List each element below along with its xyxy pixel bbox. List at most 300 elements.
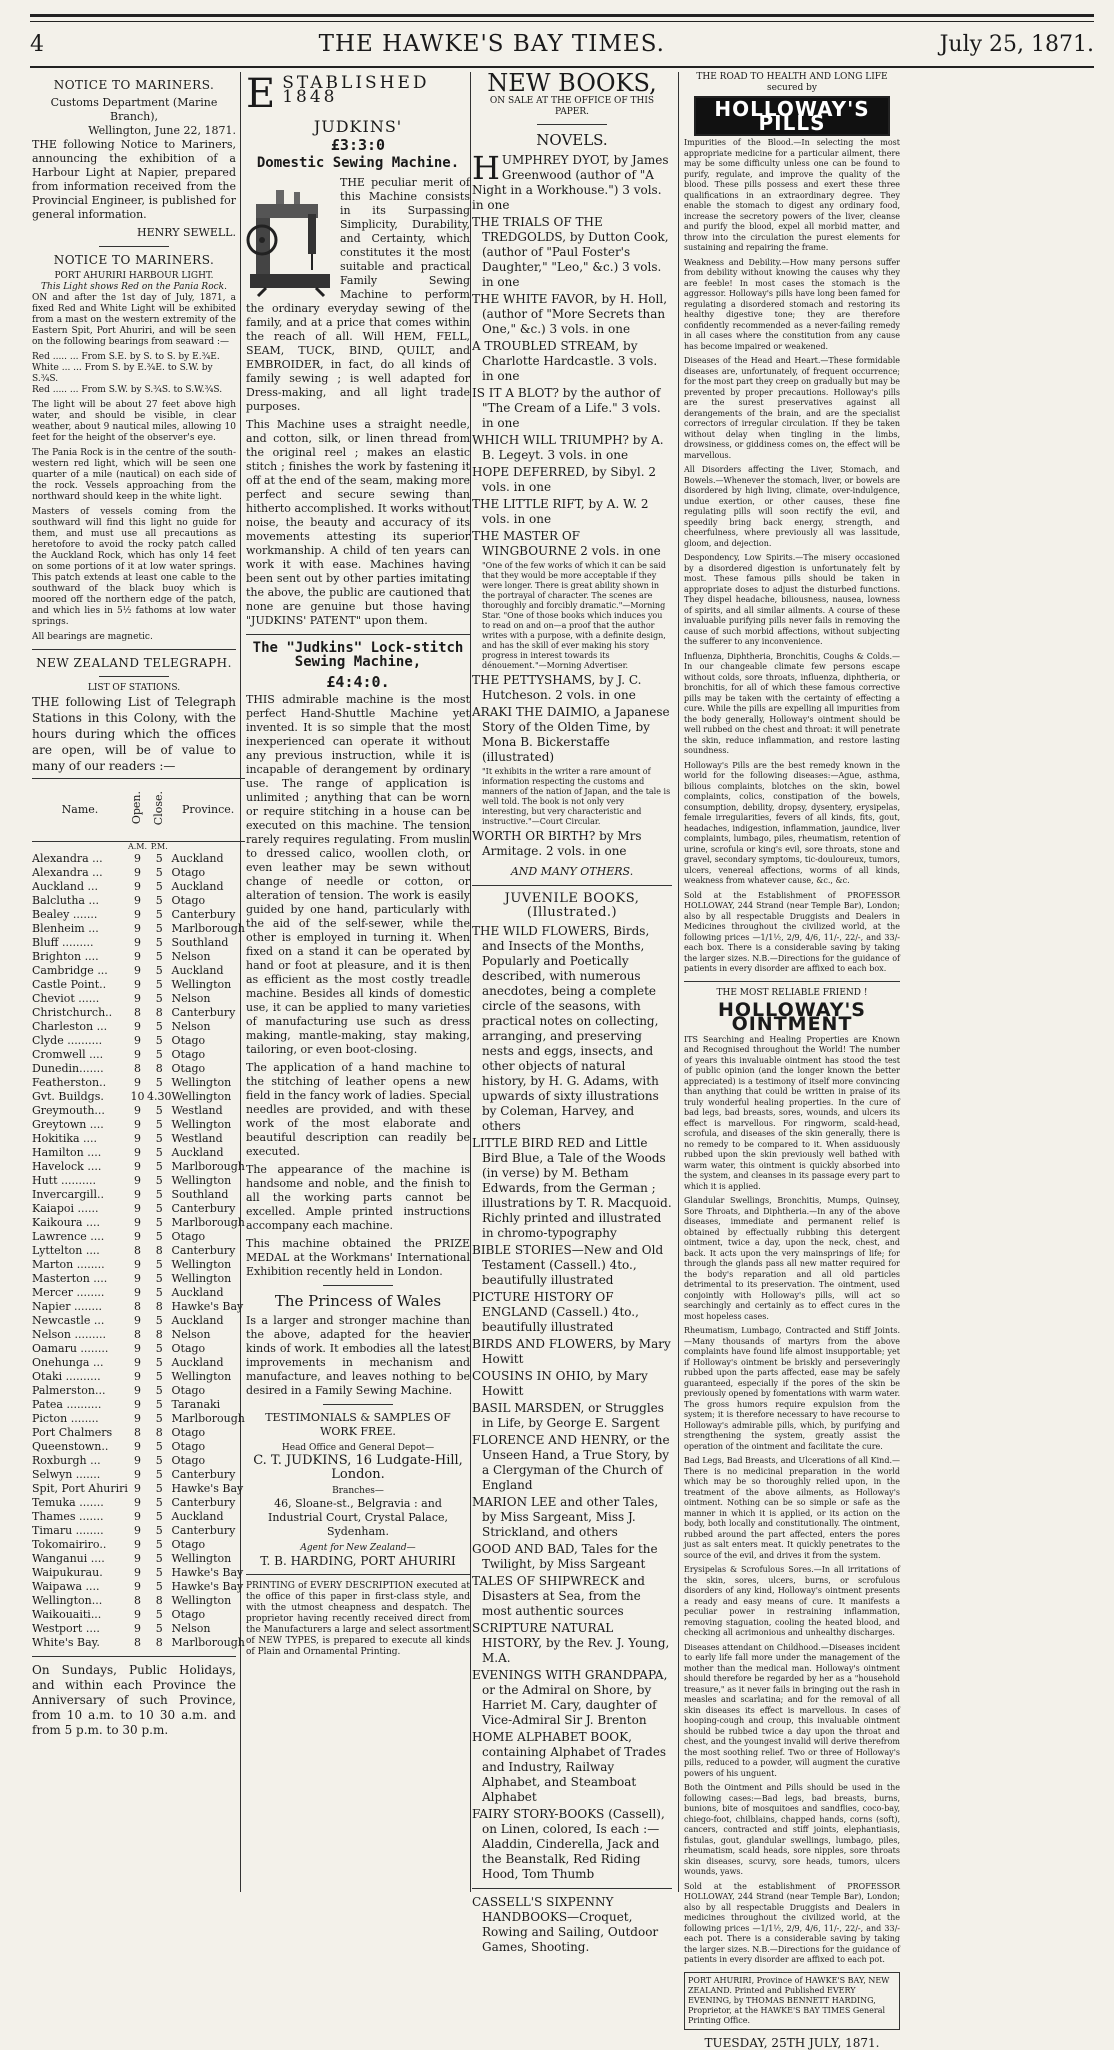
station-name: Charleston ... (32, 1020, 108, 1033)
paper-date: July 25, 1871. (939, 31, 1094, 57)
station-open: 9 (133, 1496, 141, 1509)
station-close: 5 (155, 1510, 163, 1523)
station-row (32, 1384, 245, 1398)
station-province: Otago (171, 894, 206, 907)
station-province: Canterbury (171, 908, 236, 921)
station-row (32, 1510, 245, 1524)
station-name: Brighton .... (32, 950, 99, 963)
station-close: 8 (155, 1636, 163, 1649)
book-title: UMPHREY DYOT, by James Greenwood (author of "A Night in a Workhouse.") 3 vols. in one (472, 153, 669, 212)
station-close: 5 (155, 1608, 163, 1621)
station-close: 5 (155, 1160, 163, 1173)
bearing: White ... ... From S. by E.¾E. to S.W. by S.¾S. (32, 363, 213, 384)
station-close: 5 (155, 1034, 163, 1047)
notice-subheading: PORT AHURIRI HARBOUR LIGHT. (54, 271, 214, 281)
ointment-paragraph: Erysipelas & Scrofulous Sores.—In all irritations of the skin, sores, ulcers, burns, or scrofulous disorders of any kind, Holloway's ointment presents a ready and easy means of cure. It manifests a peculiar power in restraining inflammation, removing staguation, cooling the heated blood, and checking all acrimonious and unhealthy discharges. (684, 1565, 900, 1637)
station-row (32, 1188, 245, 1202)
station-close: 4.30 (147, 1090, 172, 1103)
station-province: Marlborough (171, 922, 245, 935)
station-row (32, 1608, 245, 1622)
juvenile-item: HOME ALPHABET BOOK, containing Alphabet of Trades and Industry, Railway Alphabet, and Steamboat Alphabet (472, 1730, 667, 1804)
juvenile-item: EVENINGS WITH GRANDPAPA, or the Admiral on Shore, by Harriet M. Cary, daughter of Vice-Admiral Sir J. Brenton (472, 1668, 668, 1727)
station-row (32, 1090, 245, 1104)
station-row (32, 1580, 245, 1594)
stations-intro: THE following List of Telegraph Stations in this Colony, with the hours during which the offices are open, will be of value to many of our readers :— (32, 695, 236, 773)
station-province: Otago (171, 1608, 206, 1621)
juvenile-item: PICTURE HISTORY OF ENGLAND (Cassell.) 4to., beautifully illustrated (472, 1290, 639, 1334)
station-province: Wellington (171, 1090, 232, 1103)
col-header-province: Province. (172, 779, 245, 842)
station-name: Mercer ........ (32, 1286, 105, 1299)
station-close: 8 (155, 1328, 163, 1341)
bearing: Red ..... ... From S.E. by S. to S. by E.¾E. (32, 352, 220, 362)
masthead-rule (30, 66, 1094, 68)
new-books-heading: NEW BOOKS, (487, 69, 657, 97)
station-name: Onehunga ... (32, 1356, 104, 1369)
station-row (32, 908, 245, 922)
station-row (32, 1202, 245, 1216)
station-open: 9 (133, 1370, 141, 1383)
pills-paragraph: Weakness and Debility.—How many persons suffer from debility without knowing the causes why they are feeble! In most cases the stomach is the aggressor. Holloway's pills have long been famed for regulating a disordered stomach and restoring its healthy digestive tone; they are therefore confidently recommended as a never-failing remedy in all cases where the constitution from any cause has become impaired or weakened. (684, 257, 900, 351)
book-item: THE LITTLE RIFT, by A. W. 2 vols. in one (472, 497, 649, 526)
book-item: WORTH OR BIRTH? by Mrs Armitage. 2 vols. in one (472, 829, 642, 858)
station-close: 5 (155, 1216, 163, 1229)
established-line (246, 71, 470, 117)
station-province: Canterbury (171, 1006, 236, 1019)
station-row (32, 1440, 245, 1454)
masthead (30, 24, 1094, 64)
station-close: 5 (155, 1412, 163, 1425)
station-row (32, 1132, 245, 1146)
divider (537, 124, 607, 125)
station-name: Castle Point.. (32, 978, 107, 991)
column-sewing-machine (246, 72, 470, 1892)
station-open: 8 (133, 1062, 141, 1075)
station-province: Auckland (171, 1286, 224, 1299)
station-province: Nelson (171, 1328, 211, 1341)
station-open: 9 (133, 936, 141, 949)
station-name: Oamaru ........ (32, 1342, 109, 1355)
station-province: Wellington (171, 1258, 232, 1271)
station-open: 8 (133, 1426, 141, 1439)
station-name: Westport .... (32, 1622, 100, 1635)
juvenile-item: MARION LEE and other Tales, by Miss Sargeant, Miss J. Strickland, and others (472, 1495, 659, 1539)
pills-paragraph: Holloway's Pills are the best remedy known in the world for the following diseases:—Ague, asthma, bilious complaints, blotches on the skin, bowel complaints, colics, constipation of the bowels, consumption, debility, dropsy, dysentery, erysipelas, female irregularities, fevers of all kinds, fits, gout, headaches, indigestion, inflammation, jaundice, liver complaints, lumbago, piles, rheumatism, retention of urine, scrofula or king's evil, sore throats, stone and gravel, secondary symptoms, tic-douloureux, tumors, ulcers, venereal affections, worms of all kinds, weakness from whatever cause, &c., &c. (684, 760, 900, 885)
station-row (32, 1174, 245, 1188)
divider (323, 1404, 393, 1405)
station-name: Timaru ........ (32, 1524, 104, 1537)
station-open: 9 (133, 880, 141, 893)
station-name: Balclutha ... (32, 894, 99, 907)
station-close: 5 (155, 1440, 163, 1453)
station-province: Otago (171, 1440, 206, 1453)
established-cap: E (246, 71, 279, 117)
station-name: Patea .......... (32, 1398, 102, 1411)
station-row (32, 866, 245, 880)
divider (323, 1285, 393, 1286)
station-close: 5 (155, 1048, 163, 1061)
station-province: Hawke's Bay (171, 1566, 244, 1579)
station-open: 9 (133, 1384, 141, 1397)
station-close: 5 (155, 922, 163, 935)
station-open: 9 (133, 1398, 141, 1411)
station-province: Marlborough (171, 1216, 245, 1229)
station-open: 8 (133, 1594, 141, 1607)
station-row (32, 880, 245, 894)
station-open: 9 (133, 1286, 141, 1299)
station-row (32, 1020, 245, 1034)
station-row (32, 992, 245, 1006)
station-province: Southland (171, 936, 229, 949)
station-close: 8 (155, 1062, 163, 1075)
ointment-paragraph: Sold at the establishment of PROFESSOR HOLLOWAY, 244 Strand (near Temple Bar), London; also by all respectable Druggists and Dealers in medicines throughout the civilized world, at the following prices —1/1½, 2/9, 4/6, 11/-, 22/-, and 33/- each pot. There is a considerable saving by taking the larger sizes. N.B.—Directions for the guidance of patients in every disorder are affixed to each pot. (684, 1881, 900, 1964)
station-row (32, 922, 245, 936)
station-province: Canterbury (171, 1202, 236, 1215)
station-province: Auckland (171, 1146, 224, 1159)
station-row (32, 1048, 245, 1062)
station-province: Wellington (171, 1076, 232, 1089)
column-divider (470, 72, 471, 1892)
station-province: Taranaki (171, 1398, 221, 1411)
lockstitch-description: THIS admirable machine is the most perfect Hand-Shuttle Machine yet invented. It is so simple that the most inexperienced can operate it without any previous instruction, while it is incapable of derangement by ordinary use. The range of application is unlimited ; anything that can be worn or require stitching in a house can be executed on this machine. The tension rarely requires regulating. From muslin to dressed calico, woollen cloth, or even leather may be sewn without change of needle or cotton, or alteration of tension. The work is easily guided by one hand, particularly with the aid of the self-sewer, while the other is employed in turning it. When fixed on a stand it can be operated by hand or foot at pleasure, and it is then as efficient as the most costly treadle machine. Besides all kinds of domestic use, it can be applied to many varieties of manufacturing use such as dress making, mantle-making, stay making, tailoring, or even boot-closing. (246, 693, 470, 1056)
station-open: 9 (133, 1230, 141, 1243)
station-close: 5 (155, 1286, 163, 1299)
station-close: 5 (155, 894, 163, 907)
station-open: 9 (133, 1146, 141, 1159)
new-books-subheading: ON SALE AT THE OFFICE OF THIS PAPER. (489, 96, 655, 117)
station-open: 8 (133, 1300, 141, 1313)
station-row (32, 1118, 245, 1132)
station-open: 9 (133, 1552, 141, 1565)
princess-heading: The Princess of Wales (274, 1292, 442, 1310)
station-row (32, 1594, 245, 1608)
station-row (32, 978, 245, 992)
station-name: Napier ........ (32, 1300, 102, 1313)
station-province: Wellington (171, 1174, 232, 1187)
station-open: 9 (133, 866, 141, 879)
station-close: 5 (155, 1468, 163, 1481)
station-close: 5 (155, 1230, 163, 1243)
station-row (32, 1454, 245, 1468)
station-province: Hawke's Bay (171, 1300, 244, 1313)
station-close: 5 (155, 908, 163, 921)
station-row (32, 1104, 245, 1118)
station-open: 9 (133, 852, 141, 865)
juvenile-item: GOOD AND BAD, Tales for the Twilight, by Miss Sargeant (472, 1542, 658, 1571)
book-item: A TROUBLED STREAM, by Charlotte Hardcastle. 3 vols. in one (472, 339, 658, 383)
station-name: Queenstown.. (32, 1440, 109, 1453)
station-name: Newcastle ... (32, 1314, 105, 1327)
station-province: Marlborough (171, 1160, 245, 1173)
imprint: PORT AHURIRI, Province of HAWKE'S BAY, NEW ZEALAND. Printed and Published EVERY EVENING, by THOMAS BENNETT HARDING, Proprietor, at the HAWKE'S BAY TIMES General Printing Office. (684, 1972, 900, 2030)
juvenile-item: BIBLE STORIES—New and Old Testament (Cassell.) 4to., beautifully illustrated (472, 1243, 664, 1287)
station-open: 9 (133, 950, 141, 963)
juvenile-item: BASIL MARSDEN, or Struggles in Life, by George E. Sargent (472, 1401, 664, 1430)
notice-paragraph: Masters of vessels coming from the southward will find this light no guide for them, and must use all precautions as heretofore to avoid the rocky patch called the Auckland Rock, which has only 14 feet on some portions of it at low water springs. This patch extends at least one cable to the southward of the black buoy which is moored off the northern edge of the patch, and which lies in 5½ fathoms at low water springs. (32, 507, 236, 627)
station-name: Waikouaiti... (32, 1608, 102, 1621)
station-close: 5 (155, 1370, 163, 1383)
station-open: 9 (133, 1482, 141, 1495)
branches: 46, Sloane-st., Belgravia : and Industrial Court, Crystal Palace, Sydenham. (267, 1497, 448, 1538)
divider (246, 634, 470, 635)
station-open: 8 (133, 1244, 141, 1257)
pills-paragraph: Influenza, Diphtheria, Bronchitis, Coughs & Colds.—In our changeable climate few persons escape without colds, sore throats, influenza, diphtheria, or bronchitis, for all of which these famous corrective pills may be taken with the certainty of effecting a cure. While the pills are expelling all impurities from the body generally, Holloway's ointment should be well rubbed on the chest and throat: it will penetrate the skin, reduce inflammation, and restore lasting soundness. (684, 651, 900, 755)
station-close: 5 (155, 1314, 163, 1327)
book-review-quote: "One of the few works of which it can be said that they would be more acceptable if they were longer. There is great ability shown in the portrayal of character. The scenes are thoroughly and forcibly dramatic."—Morning Star. "One of those books which induces you to read on and on—a proof that the author writes with a purpose, with a definite design, and has the skill of ever making his story progress in interest towards its dénouement."—Morning Advertiser. (482, 561, 666, 670)
station-close: 5 (155, 1174, 163, 1187)
station-province: Canterbury (171, 1468, 236, 1481)
lockstitch-description-3: The appearance of the machine is handsome and noble, and the finish to all the working parts cannot be excelled. Ample printed instructions accompany each machine. (246, 1163, 470, 1232)
station-province: Westland (171, 1104, 223, 1117)
station-province: Canterbury (171, 1524, 236, 1537)
head-office-label: Head Office and General Depot— (281, 1443, 435, 1453)
station-province: Westland (171, 1132, 223, 1145)
paper-title: THE HAWKE'S BAY TIMES. (318, 31, 665, 57)
station-open: 9 (133, 1538, 141, 1551)
station-name: Selwyn ....... (32, 1468, 101, 1481)
station-name: Kaikoura .... (32, 1216, 100, 1229)
station-name: Bealey ....... (32, 908, 98, 921)
telegraph-heading: NEW ZEALAND TELEGRAPH. (36, 656, 232, 670)
station-close: 5 (155, 936, 163, 949)
station-row (32, 1552, 245, 1566)
station-open: 9 (133, 1510, 141, 1523)
station-open: 9 (133, 1608, 141, 1621)
station-name: Otaki .......... (32, 1370, 101, 1383)
station-open: 9 (133, 1440, 141, 1453)
station-close: 5 (155, 1552, 163, 1565)
station-open: 9 (133, 1188, 141, 1201)
notice-italic: This Light shows Red on the Pania Rock. (41, 282, 227, 292)
station-row (32, 1636, 245, 1650)
station-open: 9 (133, 1524, 141, 1537)
printing-ad: PRINTING of EVERY DESCRIPTION executed at the office of this paper in first-class style, and with the utmost cheapness and despatch. The proprietor having recently received direct from the Manufacturers a large and select assortment of NEW TYPES, is prepared to execute all kinds of Plain and Ornamental Printing. (246, 1581, 470, 1657)
station-province: Nelson (171, 992, 211, 1005)
divider (99, 246, 169, 247)
book-item: THE WHITE FAVOR, by H. Holl, (author of "More Secrets than One," &c.) 3 vols. in one (472, 292, 668, 336)
novels-heading: NOVELS. (536, 131, 608, 149)
station-row (32, 1426, 245, 1440)
station-close: 5 (155, 1384, 163, 1397)
stations-footer: On Sundays, Public Holidays, and within each Province the Anniversary of such Province, from 10 a.m. to 10 30 a.m. and from 5 p.m. to 30 p.m. (32, 1663, 236, 1737)
station-open: 9 (133, 894, 141, 907)
station-name: Wanganui .... (32, 1552, 105, 1565)
station-close: 5 (155, 1076, 163, 1089)
station-open: 9 (133, 1258, 141, 1271)
station-close: 5 (155, 1132, 163, 1145)
divider (472, 1888, 672, 1889)
station-open: 9 (133, 1216, 141, 1229)
station-row (32, 1272, 245, 1286)
station-province: Nelson (171, 950, 211, 963)
juvenile-item: FAIRY STORY-BOOKS (Cassell), on Linen, colored, Is each :—Aladdin, Cinderella, Jack and the Beanstalk, Red Riding Hood, Tom Thumb (472, 1807, 665, 1881)
station-name: Featherston.. (32, 1076, 107, 1089)
station-name: Christchurch.. (32, 1006, 113, 1019)
station-open: 9 (133, 964, 141, 977)
agent-name: T. B. HARDING, PORT AHURIRI (260, 1554, 456, 1568)
book-item: IS IT A BLOT? by the author of "The Cream of a Life." 3 vols. in one (472, 386, 661, 430)
station-name: Kaiapoi ...... (32, 1202, 99, 1215)
station-row (32, 1482, 245, 1496)
station-province: Nelson (171, 1622, 211, 1635)
station-province: Otago (171, 866, 206, 879)
station-row (32, 1244, 245, 1258)
station-open: 9 (133, 1174, 141, 1187)
station-row (32, 1216, 245, 1230)
station-name: Tokomairiro.. (32, 1538, 107, 1551)
pills-paragraph: Sold at the Establishment of PROFESSOR HOLLOWAY, 244 Strand (near Temple Bar), London; also by all respectable Druggists and Dealers in Medicines throughout the civilized world, at the following prices —1/1½, 2/9, 4/6, 11/-, 22/-, and 33/- each box. There is a considerable saving by taking the larger sizes. N.B.—Directions for the guidance of patients in every disorder are affixed to each box. (684, 890, 900, 973)
lockstitch-heading: The "Judkins" Lock-stitch Sewing Machine, (252, 640, 464, 670)
book-item (472, 149, 672, 213)
book-review-quote: "It exhibits in the writer a rare amount of information respecting the customs and manners of the nation of Japan, and the tale is well told. The book is not only very interesting, but very characteristic and instructive."—Court Circular. (482, 767, 671, 826)
book-item: ARAKI THE DAIMIO, a Japanese Story of the Olden Time, by Mona B. Bickerstaffe (illustrated) (472, 705, 670, 764)
station-row (32, 1342, 245, 1356)
station-row (32, 1076, 245, 1090)
notice-office: Customs Department (Marine Branch), (50, 96, 218, 123)
station-open: 9 (133, 1048, 141, 1061)
notice-body: THE following Notice to Mariners, announcing the exhibition of a Harbour Light at Napier, prepared from information received from the Provincial Engineer, is published for general information. (32, 138, 236, 221)
station-name: Lyttelton .... (32, 1244, 100, 1257)
station-open: 9 (133, 1160, 141, 1173)
reliable-friend: THE MOST RELIABLE FRIEND ! (716, 987, 868, 998)
station-name: Greymouth... (32, 1104, 105, 1117)
station-open: 9 (133, 908, 141, 921)
bearing: Red ..... ... From S.W. by S.¾S. to S.W.¾S. (32, 385, 223, 395)
station-name: Gvt. Buildgs. (32, 1090, 104, 1103)
station-close: 5 (155, 1188, 163, 1201)
station-close: 5 (155, 964, 163, 977)
station-open: 9 (133, 1566, 141, 1579)
station-open: 9 (133, 1020, 141, 1033)
station-province: Auckland (171, 852, 224, 865)
pills-paragraph: Despondency, Low Spirits.—The misery occasioned by a disordered digestion is unfortunately felt by most. These famous pills should be taken in appropriate doses to adjust the disturbed functions. They dispel headache, biliousness, nausea, lowness of spirits, and all similar ailments. A course of these invaluable purifying pills never fails in removing the cause of such morbid affections, without subjecting the sufferer to any inconvenience. (684, 553, 900, 646)
and-many-others: AND MANY OTHERS. (510, 865, 634, 878)
book-dropcap: H (472, 149, 500, 187)
station-province: Hawke's Bay (171, 1482, 244, 1495)
station-province: Auckland (171, 1356, 224, 1369)
station-name: Wellington... (32, 1594, 103, 1607)
station-open: 9 (133, 992, 141, 1005)
station-close: 5 (155, 1342, 163, 1355)
station-province: Wellington (171, 1118, 232, 1131)
station-province: Southland (171, 1188, 229, 1201)
station-row (32, 1370, 245, 1384)
pills-paragraph: Diseases of the Head and Heart.—These formidable diseases are, unfortunately, of frequent occurrence; for the most part they creep on gradually but may be prevented by proper precautions. Holloway's pills are the surest preservatives against all derangements of the brain, and are the specialist correctors of irregular circulation. If they be taken without delay when tingling in the limbs, drowsiness, or giddiness comes on, the effect will be marvellous. (684, 356, 900, 460)
station-open: 9 (133, 1076, 141, 1089)
station-close: 8 (155, 1300, 163, 1313)
station-row (32, 1412, 245, 1426)
ointment-paragraph: Diseases attendant on Childhood.—Diseases incident to early life fall more under the management of the mother than the medical man. Holloway's ointment should therefore be regarded by her as a "household treasure," as it never fails in bringing out the rash in measles and scarlatina; and for the removal of all skin diseases its effect is marvellous. In cases of hooping-cough and croup, this invaluable ointment should be rubbed twice a day upon the throat and chest, and the youngest invalid will derive therefrom the most soothing relief. Two or three of Holloway's pills, reduced to a powder, will augment the curative powers of his unguent. (684, 1642, 900, 1778)
station-open: 10 (130, 1090, 145, 1103)
station-province: Wellington (171, 1552, 232, 1565)
testimonials: TESTIMONIALS & SAMPLES OF WORK FREE. (265, 1411, 451, 1438)
lockstitch-description-2: The application of a hand machine to the stitching of leather opens a new field in the fancy work of ladies. Special needles are provided, and with these work of the most elaborate and beautiful description can readily be executed. (246, 1061, 470, 1158)
princess-description: Is a larger and stronger machine than the above, adapted for the heavier kinds of work. It embodies all the latest improvements in mechanism and manufacture, and leaves nothing to be desired in a Family Sewing Machine. (246, 1314, 470, 1397)
domestic-description: THE peculiar merit of this Machine consists in its Surpassing Simplicity, Durability, and Certainty, which constitutes it the most suitable and practical Family Sewing Machine to perform the ordinary everyday sewing of the family, and at a price that comes within the reach of all. Will HEM, FELL, SEAM, TUCK, BIND, QUILT, and EMBROIDER, in fact, do all kinds of family sewing ; is well adapted for Dress-making, and all light trade purposes. (246, 176, 470, 413)
station-open: 9 (133, 1272, 141, 1285)
notice-paragraph: All bearings are magnetic. (32, 632, 153, 642)
station-name: Marton ........ (32, 1258, 105, 1271)
station-name: Waipukurau. (32, 1566, 103, 1579)
divider (32, 1656, 236, 1657)
station-row (32, 1356, 245, 1370)
station-close: 5 (155, 1496, 163, 1509)
pills-tagline: THE ROAD TO HEALTH AND LONG LIFE secured by (696, 72, 888, 93)
ointment-logo: HOLLOWAY'S OINTMENT (718, 998, 866, 1035)
station-name: Bluff ......... (32, 936, 94, 949)
brand-name: JUDKINS' (313, 117, 403, 136)
col-header-name: Name. (32, 779, 128, 842)
notice-paragraph: The Pania Rock is in the centre of the south-western red light, which will be seen one quarter of a mile (nautical) on each side of the rock. Vessels approaching from the northward should keep in the white light. (32, 448, 236, 502)
station-name: Clyde .......... (32, 1034, 103, 1047)
am-label: A.M. (127, 842, 147, 851)
divider (684, 981, 900, 982)
station-name: Auckland ... (32, 880, 99, 893)
station-name: Hokitika .... (32, 1132, 98, 1145)
station-row (32, 1496, 245, 1510)
station-province: Otago (171, 1538, 206, 1551)
station-name: Temuka ....... (32, 1496, 104, 1509)
juvenile-item: SCRIPTURE NATURAL HISTORY, by the Rev. J. Young, M.A. (472, 1621, 670, 1665)
pills-paragraph: All Disorders affecting the Liver, Stomach, and Bowels.—Whenever the stomach, liver, or bowels are disordered by high living, climate, over-indulgence, undue exertion, or other causes, these fine regulating pills will soon rectify the evil, and speedily bring back energy, strength, and cheerfulness, where previously all was lassitude, gloom, and dejection. (684, 465, 900, 548)
notice-paragraph: The light will be about 27 feet above high water, and should be visible, in clear weather, about 9 nautical miles, allowing 10 feet for the height of the observer's eye. (32, 400, 236, 443)
head-office-address: C. T. JUDKINS, 16 Ludgate-Hill, London. (253, 1453, 463, 1482)
station-close: 5 (155, 1020, 163, 1033)
station-name: Blenheim ... (32, 922, 99, 935)
station-name: Palmerston... (32, 1384, 106, 1397)
station-province: Otago (171, 1384, 206, 1397)
lockstitch-prize: This machine obtained the PRIZE MEDAL at the Workmans' International Exhibition recently held in London. (246, 1237, 470, 1278)
top-rule (30, 14, 1094, 22)
station-row (32, 1538, 245, 1552)
station-name: Thames ....... (32, 1510, 104, 1523)
station-province: Wellington (171, 978, 232, 991)
col-header-open: Open. (130, 791, 144, 825)
station-open: 9 (133, 1356, 141, 1369)
station-open: 9 (133, 1622, 141, 1635)
station-close: 5 (155, 852, 163, 865)
station-close: 5 (155, 866, 163, 879)
station-open: 9 (133, 1412, 141, 1425)
notice-heading-2: NOTICE TO MARINERS. (53, 253, 215, 267)
station-name: Hamilton .... (32, 1146, 102, 1159)
juvenile-item: BIRDS AND FLOWERS, by Mary Howitt (472, 1337, 671, 1366)
station-row (32, 1258, 245, 1272)
station-close: 5 (155, 1580, 163, 1593)
imprint-date: TUESDAY, 25TH JULY, 1871. (704, 2035, 880, 2050)
station-open: 9 (133, 1132, 141, 1145)
station-name: Cambridge ... (32, 964, 108, 977)
pills-paragraph: Impurities of the Blood.—In selecting the most appropriate medicine for a particular ailment, there may be some difficulty unless one can be found to purify, regulate, and improve the quality of the blood. These pills possess and exert these three qualifications in an extraordinary degree. They enable the stomach to digest any ordinary food, increase the secretory powers of the liver, cleanse and purify the blood, expel all morbid matter, and throw into the circulation the purest elements for sustaining and repairing the frame. (684, 138, 900, 252)
station-close: 5 (155, 1146, 163, 1159)
station-name: Spit, Port Ahuriri (32, 1482, 128, 1495)
book-item: WHICH WILL TRIUMPH? by A. B. Legeyt. 3 vols. in one (472, 433, 664, 462)
stations-table (32, 778, 245, 1650)
book-item: HOPE DEFERRED, by Sibyl. 2 vols. in one (472, 465, 656, 494)
stations-body (32, 852, 245, 1650)
notice-signature: HENRY SEWELL. (137, 226, 236, 239)
station-row (32, 1398, 245, 1412)
station-open: 9 (133, 1202, 141, 1215)
ointment-paragraph: Glandular Swellings, Bronchitis, Mumps, Quinsey, Sore Throats, and Diphtheria.—In any of the above diseases, immediate and permanent relief is obtained by effectually rubbing this detergent ointment, twice a day, upon the neck, chest, and back. It acts upon the very mainsprings of life; for through the glands pass all new matter required for the body's reparation and all old particles detrimental to its preservation. The ointment, used conjointly with Holloway's pills, will act so searchingly and certainly as to effect cures in the most hopeless cases. (684, 1196, 900, 1321)
station-name: Cromwell .... (32, 1048, 104, 1061)
juvenile-item: LITTLE BIRD RED and Little Bird Blue, a Tale of the Woods (in verse) by M. Betham Edwards, from the German ; illustrations by T. R. Macquoid. Richly printed and illustrated in chromo-typography (472, 1136, 672, 1240)
station-name: Lawrence .... (32, 1230, 105, 1243)
station-close: 8 (155, 1594, 163, 1607)
agent-label: Agent for New Zealand— (300, 1543, 416, 1553)
station-close: 5 (155, 1524, 163, 1537)
station-province: Auckland (171, 964, 224, 977)
